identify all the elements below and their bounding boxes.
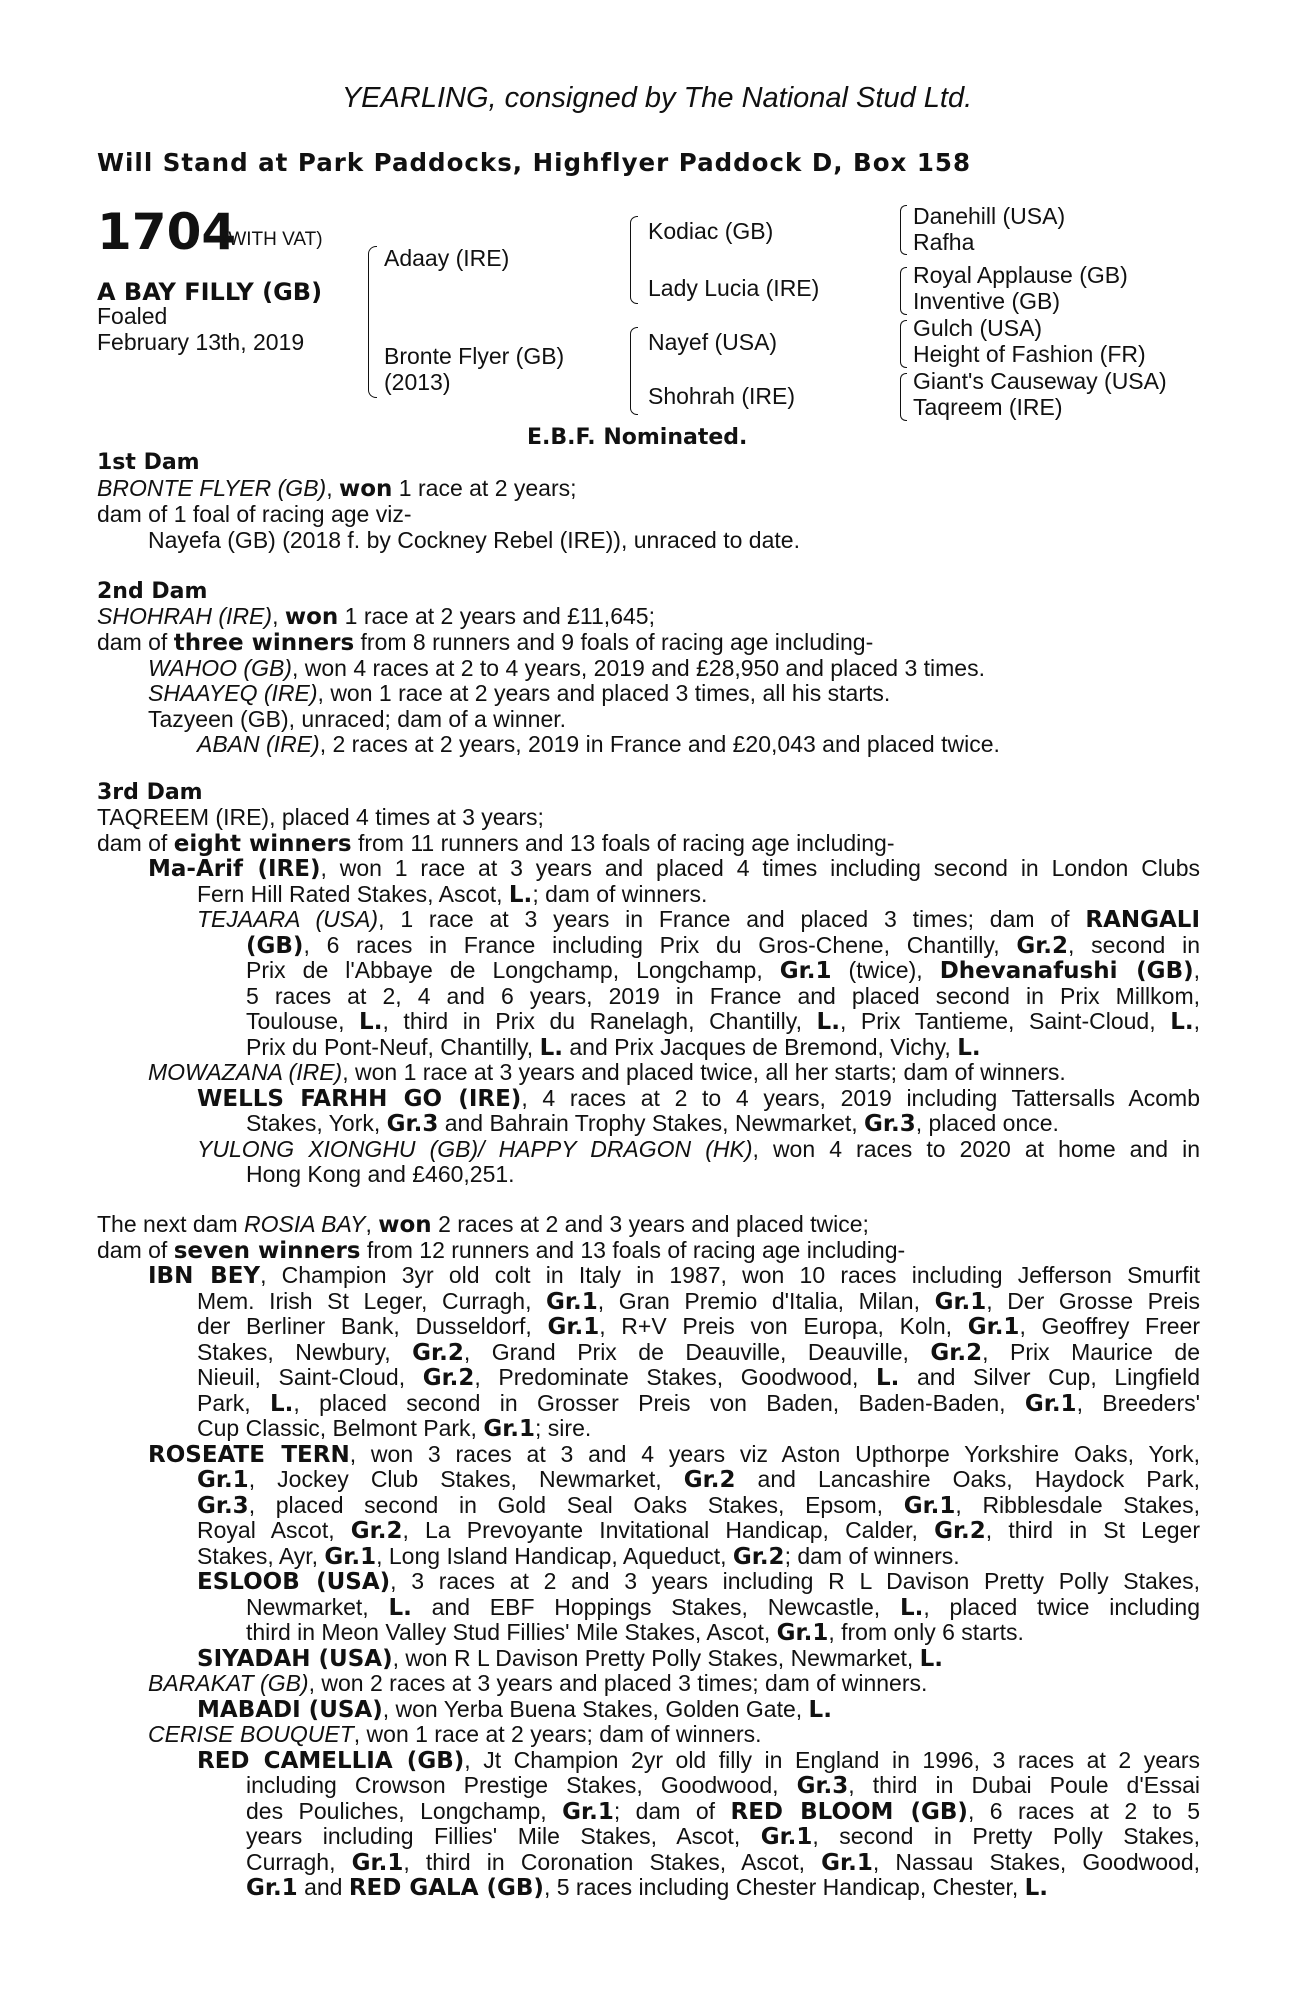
horse-name: IBN BEY: [148, 1263, 261, 1289]
grade: Gr.2: [1016, 933, 1069, 959]
pedigree-brace-ds: [900, 320, 907, 368]
dam-line: [97, 1212, 869, 1239]
grade: Gr.1: [903, 1493, 956, 1519]
text: Fern Hill Rated Stakes, Ascot,: [197, 881, 509, 907]
grade: Gr.3: [386, 1111, 439, 1137]
grade: Gr.3: [864, 1111, 916, 1137]
section-heading: 2nd Dam: [97, 579, 208, 604]
text: Royal Ascot,: [197, 1517, 351, 1543]
pedigree-sire-dam: Lady Lucia (IRE): [648, 275, 820, 301]
horse-name: BARAKAT (GB): [148, 1670, 309, 1696]
text: , Predominate Stakes, Goodwood,: [474, 1364, 876, 1390]
produce-summary: [97, 630, 873, 657]
text: 1 race at 2 years;: [392, 475, 577, 501]
grade: Gr.1: [562, 1799, 614, 1825]
produce-entry-cont: [246, 1875, 1048, 1902]
produce-entry-cont: [246, 1035, 981, 1062]
horse-name: ESLOOB (USA): [197, 1569, 391, 1595]
produce-entry: [197, 1569, 1200, 1596]
text: and Bahrain Trophy Stakes, Newmarket,: [438, 1110, 865, 1136]
text: , third in Prix du Ranelagh, Chantilly,: [382, 1008, 817, 1034]
text: , won 1 race at 3 years and placed twice, all her starts; dam of winners.: [342, 1059, 1066, 1085]
grade: Gr.1: [246, 1875, 298, 1901]
grade: Gr.1: [351, 1850, 404, 1876]
text: dam of: [97, 830, 174, 856]
text: Stakes, Ayr,: [197, 1543, 325, 1569]
produce-entry-cont: [197, 1467, 1200, 1494]
pedigree-brace-sire: [630, 216, 638, 304]
text: , 1 race at 3 years in France and placed 3 times; dam of: [378, 906, 1086, 932]
produce-entry: [197, 1137, 1200, 1163]
produce-entry-cont: [246, 933, 1200, 960]
produce-entry-cont: [197, 882, 707, 909]
produce-entry: [148, 681, 890, 707]
text: , placed twice including: [923, 1594, 1200, 1620]
text: , 4 races at 2 to 4 years, 2019 including Tattersalls Acomb: [521, 1085, 1200, 1111]
horse-name: SIYADAH (USA): [197, 1646, 393, 1672]
pedigree-sss: Danehill (USA): [913, 203, 1066, 229]
pedigree-brace-ss: [900, 205, 907, 255]
text: , second in Pretty Polly Stakes,: [812, 1823, 1200, 1849]
horse-name: RANGALI: [1085, 907, 1201, 933]
text: from 11 runners and 13 foals of racing age including-: [351, 830, 895, 856]
text: Curragh,: [246, 1849, 352, 1875]
text: , placed once.: [915, 1110, 1059, 1136]
grade: Gr.1: [760, 1824, 813, 1850]
produce-summary: dam of 1 foal of racing age viz-: [97, 501, 412, 527]
text: , Long Island Handicap, Aqueduct,: [376, 1543, 733, 1569]
produce-entry-cont: [246, 1620, 1024, 1647]
text: Toulouse,: [246, 1008, 360, 1034]
pedigree-sire-sire: Kodiac (GB): [648, 218, 774, 244]
pedigree-dam-dam: Shohrah (IRE): [648, 383, 796, 409]
text: , third in Dubai Poule d'Essai: [848, 1772, 1200, 1798]
text: ; dam of winners.: [532, 881, 708, 907]
text: , third in Coronation Stakes, Ascot,: [403, 1849, 822, 1875]
text: , 5 races including Chester Handicap, Chester,: [543, 1874, 1025, 1900]
dam-line: [97, 604, 655, 631]
pedigree-brace-dd: [900, 373, 907, 421]
pedigree-sds: Royal Applause (GB): [913, 262, 1128, 288]
pedigree-dds: Giant's Causeway (USA): [913, 368, 1167, 394]
text: , placed second in Gold Seal Oaks Stakes, Epsom,: [248, 1492, 904, 1518]
grade: Gr.2: [683, 1467, 736, 1493]
produce-entry: [148, 1060, 1066, 1086]
text: Stakes, Newbury,: [197, 1339, 413, 1365]
text: , won 1 race at 2 years and placed 3 times, all his starts.: [317, 680, 891, 706]
text: , won Yerba Buena Stakes, Golden Gate,: [382, 1696, 809, 1722]
text: , second in: [1068, 932, 1200, 958]
dam-line: TAQREEM (IRE), placed 4 times at 3 years;: [97, 804, 544, 830]
text: , won 4 races at 2 to 4 years, 2019 and £28,950 and placed 3 times.: [291, 655, 985, 681]
pedigree-dam: Bronte Flyer (GB): [384, 343, 565, 369]
text: , 6 races at 2 to 5: [967, 1798, 1200, 1824]
text: , from only 6 starts.: [828, 1619, 1024, 1645]
text: dam of: [97, 629, 174, 655]
grade: L.: [388, 1595, 412, 1621]
horse-name: TEJAARA (USA): [197, 906, 379, 932]
won-label: won: [284, 604, 339, 630]
text: , placed second in Grosser Preis von Baden, Baden-Baden,: [293, 1390, 1025, 1416]
text: years including Fillies' Mile Stakes, Ascot,: [246, 1823, 761, 1849]
produce-entry-cont: [246, 1850, 1200, 1877]
produce-entry-cont: [197, 1544, 960, 1571]
produce-entry: [197, 732, 1000, 758]
pedigree-ddd: Taqreem (IRE): [913, 394, 1063, 420]
pedigree-dam-year: (2013): [384, 369, 451, 395]
text: , Jt Champion 2yr old filly in England in 1996, 3 races at 2 years: [464, 1747, 1200, 1773]
text: , La Prevoyante Invitational Handicap, Calder,: [402, 1517, 935, 1543]
produce-entry-cont: 5 races at 2, 4 and 6 years, 2019 in France and placed second in Prix Millkom,: [246, 983, 1200, 1009]
foaled-date: February 13th, 2019: [97, 329, 305, 355]
horse-name: WELLS FARHH GO (IRE): [197, 1086, 522, 1112]
grade: Gr.1: [779, 958, 832, 984]
pedigree-brace-gen1: [368, 246, 377, 398]
horse-name: A BAY FILLY (GB): [97, 278, 323, 306]
pedigree-brace-sd: [900, 267, 907, 315]
text: ,: [326, 475, 339, 501]
produce-entry-cont: [197, 1314, 1200, 1341]
produce-entry: [148, 856, 1200, 883]
text: Mem. Irish St Leger, Curragh,: [197, 1288, 547, 1314]
horse-name: Ma-Arif (IRE): [148, 856, 321, 882]
text: , won 3 races at 3 and 4 years viz Aston Upthorpe Yorkshire Oaks, York,: [349, 1441, 1200, 1467]
grade: Gr.1: [483, 1416, 536, 1442]
grade: Gr.1: [197, 1467, 249, 1493]
catalogue-title: YEARLING, consigned by The National Stud Ltd.: [341, 82, 973, 114]
grade: Gr.1: [967, 1314, 1020, 1340]
text: , Jockey Club Stakes, Newmarket,: [248, 1466, 684, 1492]
pedigree-sdd: Inventive (GB): [913, 288, 1060, 314]
horse-name: ROSIA BAY: [244, 1211, 366, 1237]
text: ,: [272, 603, 285, 629]
produce-entry: [197, 1748, 1200, 1775]
text: ,: [1193, 957, 1200, 983]
text: , Geoffrey Freer: [1019, 1313, 1201, 1339]
grade: L.: [899, 1595, 924, 1621]
produce-summary: [97, 831, 895, 858]
produce-entry: [148, 1671, 927, 1697]
text: Stakes, York,: [246, 1110, 387, 1136]
horse-name: ROSEATE TERN: [148, 1442, 350, 1468]
grade: Gr.1: [1024, 1391, 1077, 1417]
text: , Breeders': [1076, 1390, 1200, 1416]
grade: L.: [876, 1365, 900, 1391]
text: , Nassau Stakes, Goodwood,: [872, 1849, 1200, 1875]
text: , won R L Davison Pretty Polly Stakes, Newmarket,: [392, 1645, 920, 1671]
grade: L.: [1024, 1875, 1049, 1901]
grade: L.: [816, 1009, 840, 1035]
text: and Silver Cup, Lingfield: [899, 1364, 1201, 1390]
text: Prix du Pont-Neuf, Chantilly,: [246, 1034, 540, 1060]
produce-entry: [197, 1646, 943, 1673]
text: , 6 races in France including Prix du Gros-Chene, Chantilly,: [303, 932, 1017, 958]
text: Park,: [197, 1390, 271, 1416]
grade: Gr.2: [422, 1365, 475, 1391]
produce-entry-cont: [197, 1340, 1200, 1367]
text: , Der Grosse Preis: [986, 1288, 1200, 1314]
pedigree-ssd: Rafha: [913, 229, 975, 255]
won-label: won: [338, 476, 393, 502]
text: including Crowson Prestige Stakes, Goodwood,: [246, 1772, 797, 1798]
grade: Gr.2: [732, 1544, 785, 1570]
horse-name: WAHOO (GB): [148, 655, 292, 681]
text: and Lancashire Oaks, Haydock Park,: [735, 1466, 1200, 1492]
text: (twice),: [831, 957, 940, 983]
grade: Gr.2: [412, 1340, 464, 1366]
horse-name: MABADI (USA): [197, 1697, 383, 1723]
text: , Prix Maurice de: [982, 1339, 1201, 1365]
produce-entry-cont: [197, 1289, 1200, 1316]
text: from 8 runners and 9 foals of racing age including-: [354, 629, 874, 655]
produce-entry-cont: [197, 1416, 591, 1443]
grade: L.: [957, 1035, 981, 1061]
text: ; dam of: [613, 1798, 731, 1824]
text: and: [297, 1874, 349, 1900]
text: Cup Classic, Belmont Park,: [197, 1415, 484, 1441]
produce-entry-cont: [246, 1111, 1059, 1138]
text: , Grand Prix de Deauville, Deauville,: [463, 1339, 931, 1365]
text: der Berliner Bank, Dusseldorf,: [197, 1313, 548, 1339]
text: , won 1 race at 2 years; dam of winners.: [353, 1721, 762, 1747]
grade: Gr.3: [796, 1773, 849, 1799]
horse-name: YULONG XIONGHU (GB)/ HAPPY DRAGON (HK): [197, 1136, 753, 1162]
produce-entry: Nayefa (GB) (2018 f. by Cockney Rebel (IRE)), unraced to date.: [148, 527, 800, 553]
horse-name: RED BLOOM (GB): [730, 1799, 968, 1825]
pedigree-sire: Adaay (IRE): [384, 245, 510, 271]
text: dam of: [97, 1237, 174, 1263]
foaled-label: Foaled: [97, 303, 168, 329]
winners-count: eight winners: [173, 831, 352, 857]
won-label: won: [378, 1212, 432, 1238]
grade: Gr.1: [546, 1289, 598, 1315]
grade: Gr.1: [821, 1850, 873, 1876]
grade: Gr.1: [324, 1544, 377, 1570]
text: and Prix Jacques de Bremond, Vichy,: [563, 1034, 958, 1060]
produce-entry: [148, 656, 985, 682]
text: 2 races at 2 and 3 years and placed twice;: [431, 1211, 869, 1237]
produce-entry: [197, 1697, 832, 1724]
horse-name: MOWAZANA (IRE): [148, 1059, 343, 1085]
text: , 2 races at 2 years, 2019 in France and £20,043 and placed twice.: [319, 731, 1000, 757]
grade: L.: [539, 1035, 563, 1061]
grade: L.: [919, 1646, 944, 1672]
text: Newmarket,: [246, 1594, 389, 1620]
grade: Gr.2: [930, 1340, 983, 1366]
produce-entry-cont: [246, 958, 1200, 985]
grade: L.: [808, 1697, 832, 1723]
grade: L.: [359, 1009, 383, 1035]
produce-entry-cont: [197, 1365, 1200, 1392]
text: The next dam: [97, 1211, 245, 1237]
horse-name: RED CAMELLIA (GB): [197, 1748, 465, 1774]
text: , third in St Leger: [985, 1517, 1201, 1543]
dam-line: [97, 476, 577, 503]
produce-entry-cont: [246, 1009, 1200, 1036]
grade: Gr.2: [934, 1518, 986, 1544]
grade: Gr.1: [934, 1289, 987, 1315]
grade: Gr.3: [197, 1493, 249, 1519]
ebf-nominated: E.B.F. Nominated.: [527, 425, 748, 450]
grade: Gr.2: [350, 1518, 403, 1544]
winners-count: three winners: [173, 630, 355, 656]
text: from 12 runners and 13 foals of racing age including-: [360, 1237, 906, 1263]
text: , Ribblesdale Stakes,: [955, 1492, 1200, 1518]
stand-location: Will Stand at Park Paddocks, Highflyer Paddock D, Box 158: [97, 148, 972, 177]
lot-number: 1704: [97, 203, 237, 261]
grade: Gr.1: [547, 1314, 600, 1340]
text: third in Meon Valley Stud Fillies' Mile Stakes, Ascot,: [246, 1619, 777, 1645]
produce-entry: [148, 1263, 1200, 1290]
text: , 3 races at 2 and 3 years including R L Davison Pretty Polly Stakes,: [390, 1568, 1201, 1594]
winners-count: seven winners: [173, 1238, 361, 1264]
text: , won 1 race at 3 years and placed 4 times including second in London Clubs: [320, 855, 1200, 881]
text: , Prix Tantieme, Saint-Cloud,: [839, 1008, 1171, 1034]
grade: Gr.1: [776, 1620, 829, 1646]
pedigree-dam-sire: Nayef (USA): [648, 329, 778, 355]
text: (GB): [246, 933, 304, 959]
horse-name: Dhevanafushi (GB): [939, 958, 1194, 984]
text: , Champion 3yr old colt in Italy in 1987, won 10 races including Jefferson Smurfit: [260, 1262, 1200, 1288]
produce-entry-cont: [246, 1799, 1200, 1826]
grade: L.: [508, 882, 533, 908]
section-heading: 3rd Dam: [97, 780, 203, 805]
text: 1 race at 2 years and £11,645;: [338, 603, 655, 629]
text: ; sire.: [535, 1415, 592, 1441]
horse-name: SHOHRAH (IRE): [97, 603, 273, 629]
text: des Pouliches, Longchamp,: [246, 1798, 563, 1824]
pedigree-dss: Gulch (USA): [913, 315, 1043, 341]
produce-entry-cont: Hong Kong and £460,251.: [246, 1161, 515, 1187]
text: , Gran Premio d'Italia, Milan,: [597, 1288, 935, 1314]
text: and EBF Hoppings Stakes, Newcastle,: [411, 1594, 900, 1620]
text: ; dam of winners.: [784, 1543, 960, 1569]
produce-entry: [197, 907, 1200, 934]
produce-entry: [197, 1086, 1200, 1113]
horse-name: RED GALA (GB): [348, 1875, 544, 1901]
produce-entry-cont: [197, 1391, 1200, 1418]
produce-entry: Tazyeen (GB), unraced; dam of a winner.: [148, 706, 567, 732]
produce-entry-cont: [197, 1518, 1200, 1545]
horse-name: CERISE BOUQUET: [148, 1721, 354, 1747]
vat-note: (WITH VAT): [222, 229, 323, 250]
text: , won 2 races at 3 years and placed 3 times; dam of winners.: [308, 1670, 928, 1696]
produce-entry-cont: [246, 1773, 1200, 1800]
grade: L.: [270, 1391, 294, 1417]
pedigree-dsd: Height of Fashion (FR): [913, 341, 1146, 367]
text: ,: [1193, 1008, 1200, 1034]
grade: L.: [1170, 1009, 1194, 1035]
produce-entry-cont: [197, 1493, 1200, 1520]
pedigree-brace-dam: [630, 327, 638, 415]
horse-name: BRONTE FLYER (GB): [97, 475, 327, 501]
text: Prix de l'Abbaye de Longchamp, Longchamp,: [246, 957, 780, 983]
produce-summary: [97, 1238, 905, 1265]
produce-entry-cont: [246, 1824, 1200, 1851]
produce-entry: [148, 1722, 762, 1748]
horse-name: SHAAYEQ (IRE): [148, 680, 318, 706]
text: , won 4 races to 2020 at home and in: [752, 1136, 1201, 1162]
produce-entry: [148, 1442, 1200, 1469]
text: Nieuil, Saint-Cloud,: [197, 1364, 423, 1390]
text: , R+V Preis von Europa, Koln,: [599, 1313, 968, 1339]
section-heading: 1st Dam: [97, 450, 200, 475]
horse-name: ABAN (IRE): [197, 731, 320, 757]
produce-entry-cont: [246, 1595, 1200, 1622]
text: ,: [365, 1211, 379, 1237]
